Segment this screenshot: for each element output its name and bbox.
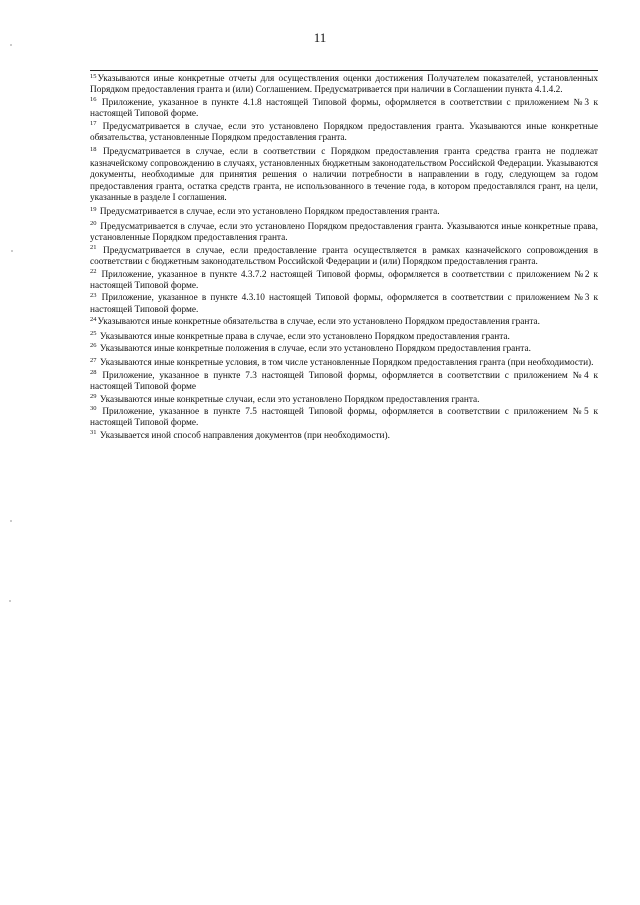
footnote-20 xyxy=(90,222,598,245)
footnote-text: Указываются иные конкретные положения в случае, если это установлено Порядком предоставления гранта. xyxy=(99,343,531,354)
footnote-text: Указываются иные конкретные обязательства в случае, если это установлено Порядком предоставления гранта. xyxy=(97,317,540,328)
footnote-29 xyxy=(90,395,598,406)
footnote-15 xyxy=(90,74,598,97)
page-number: 11 xyxy=(313,30,327,45)
footnote-mark: 15 xyxy=(90,72,97,80)
footnote-text: Приложение, указанное в пункте 4.3.10 настоящей Типовой формы, оформляется в соответствии с приложением №3 к настоящей Типовой форме. xyxy=(90,293,598,315)
footnote-30 xyxy=(90,407,598,430)
footnote-28 xyxy=(90,371,598,394)
footnote-mark: 19 xyxy=(90,205,97,213)
footnote-24 xyxy=(90,317,598,328)
footnote-23 xyxy=(90,293,598,316)
footnote-mark: 27 xyxy=(90,356,97,364)
footnote-mark: 21 xyxy=(90,244,97,252)
footnote-text: Указываются иные конкретные права в случае, если это установлено Порядком предоставления гранта. xyxy=(99,331,510,342)
footnote-mark: 23 xyxy=(90,291,97,299)
footnote-text: Предусматривается в случае, если предоставление гранта осуществляется в рамках казначейского сопровождения в соответствии с бюджетным законодательством Российской Федерации и (или) Порядком предоставления гранта. xyxy=(90,245,598,268)
footnote-21 xyxy=(90,246,598,269)
footnote-mark: 30 xyxy=(90,405,97,413)
footnote-text: Указывается иной способ направления документов (при необходимости). xyxy=(99,430,390,441)
footnote-text: Указываются иные конкретные условия, в том числе установленные Порядком предоставления гранта (при необходимости). xyxy=(99,358,594,369)
footnote-26 xyxy=(90,344,598,355)
footnote-19 xyxy=(90,207,598,218)
footnote-mark: 29 xyxy=(90,393,97,401)
footnote-text: Приложение, указанное в пункте 7.3 настоящей Типовой формы, оформляется в соответствии с приложением №4 к настоящей Типовой форме xyxy=(90,370,598,393)
footnote-mark: 16 xyxy=(90,96,97,104)
footnote-separator xyxy=(90,70,598,71)
footnotes-list xyxy=(90,74,598,443)
scan-speck xyxy=(11,250,13,252)
footnote-text: Предусматривается в случае, если это установлено Порядком предоставления гранта. Указываются иные конкретные обязательства, установленные Порядком предоставления гранта. xyxy=(90,121,598,144)
footnote-text: Предусматривается в случае, если это установлено Порядком предоставления гранта. Указываются иные конкретные права, установленные Порядком предоставления гранта. xyxy=(90,221,598,244)
footnote-mark: 24 xyxy=(90,315,97,323)
footnote-31 xyxy=(90,431,598,442)
scan-speck xyxy=(9,600,11,602)
footnote-mark: 25 xyxy=(90,330,97,338)
footnote-mark: 22 xyxy=(90,268,97,275)
footnote-mark: 28 xyxy=(90,369,97,377)
footnote-mark: 26 xyxy=(90,342,97,350)
footnote-25 xyxy=(90,332,598,343)
footnote-text: Предусматривается в случае, если в соответствии с Порядком предоставления гранта средства гранта не подлежат казначейскому сопровождению в случаях, установленных бюджетным законодательством Российской Федерации. Указываются документы, необходимые для принятия решения о наличии потребности в направлении в году, следующем за годом предоставления гранта, остатка средств гранта, не использованного в течение года, в котором предоставлялся грант, на цели, указанные в разделе I соглашения. xyxy=(90,147,598,204)
footnote-27 xyxy=(90,358,598,369)
scan-speck xyxy=(10,520,12,522)
footnote-text: Предусматривается в случае, если это установлено Порядком предоставления гранта. xyxy=(99,207,440,218)
footnote-22 xyxy=(90,270,598,293)
footnote-text: Приложение, указанное в пункте 4.3.7.2 настоящей Типовой формы, оформляется в соответствии с приложением №2 к настоящей Типовой форме. xyxy=(90,269,599,291)
footnote-mark: 31 xyxy=(90,429,97,437)
scan-speck xyxy=(10,44,12,46)
footnote-17 xyxy=(90,122,598,145)
footnote-18 xyxy=(90,147,598,204)
footnote-16 xyxy=(90,98,598,121)
footnote-text: Приложение, указанное в пункте 4.1.8 настоящей Типовой формы, оформляется в соответствии с приложением №3 к настоящей Типовой форме. xyxy=(90,97,598,120)
footnote-mark: 18 xyxy=(90,145,97,153)
footnote-text: Приложение, указанное в пункте 7.5 настоящей Типовой формы, оформляется в соответствии с приложением №5 к настоящей Типовой форме. xyxy=(90,406,598,429)
footnote-mark: 20 xyxy=(90,220,97,228)
footnote-mark: 17 xyxy=(90,120,97,128)
footnote-text: Указываются иные конкретные случаи, если это установлено Порядком предоставления гранта. xyxy=(99,394,480,405)
footnote-text: Указываются иные конкретные отчеты для осуществления оценки достижения Получателем показателей, установленных Порядком предоставления гранта и (или) Соглашением. Предусматривается при наличии в Соглашении пункта 4.1.4.2. xyxy=(90,74,598,96)
